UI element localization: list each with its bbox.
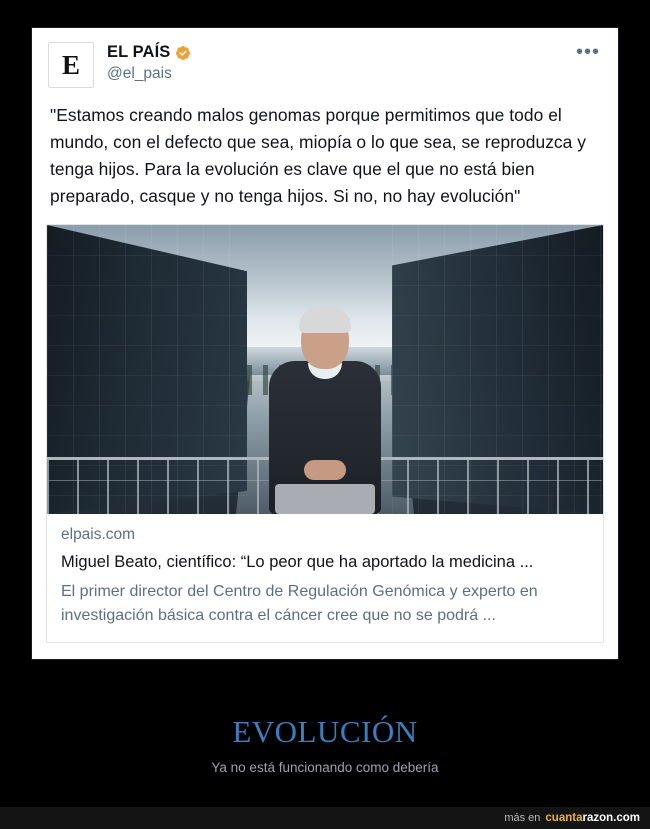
- link-description: El primer director del Centro de Regulación Genómica y experto en investigación básica contra el cáncer cree que no se podrá ...: [61, 583, 538, 624]
- footer-brand-second: razon.com: [582, 812, 640, 824]
- footer-brand-first: cuanta: [545, 812, 583, 824]
- link-preview-card[interactable]: [46, 224, 604, 643]
- name-row: [107, 43, 576, 62]
- tweet-card: [31, 27, 619, 660]
- verified-badge-icon: [175, 45, 191, 61]
- account-handle[interactable]: @el_pais: [107, 65, 172, 82]
- tweet-header: [32, 28, 618, 94]
- account-name-block: [107, 42, 576, 83]
- account-display-name[interactable]: EL PAÍS: [107, 43, 171, 61]
- link-title[interactable]: Miguel Beato, científico: “Lo peor que ha aportado la medicina ...: [61, 553, 534, 571]
- caption-title: EVOLUCIÓN: [232, 714, 418, 749]
- more-options-icon[interactable]: •••: [575, 41, 600, 63]
- avatar[interactable]: [48, 42, 94, 88]
- tweet-text: "Estamos creando malos genomas porque permitimos que todo el mundo, con el defecto que sea, miopía o lo que sea, se reproduzca y tenga hijos. Para la evolución es clave que el que no está bien preparado, casque y no tenga hijos. Si no, no hay evolución": [50, 105, 587, 206]
- link-preview-image: [47, 225, 603, 514]
- photo-subject-person: [261, 299, 389, 514]
- caption-subtitle: Ya no está funcionando como debería: [211, 760, 439, 775]
- link-domain: elpais.com: [61, 526, 136, 543]
- footer-bar: [0, 807, 650, 829]
- subject-hair: [299, 307, 351, 333]
- subject-hands: [304, 460, 346, 480]
- avatar-letter: E: [61, 49, 80, 80]
- footer-prefix: más en: [504, 812, 541, 824]
- footer-brand[interactable]: [545, 812, 640, 824]
- link-preview-meta: [47, 514, 603, 642]
- subject-legs: [275, 484, 375, 514]
